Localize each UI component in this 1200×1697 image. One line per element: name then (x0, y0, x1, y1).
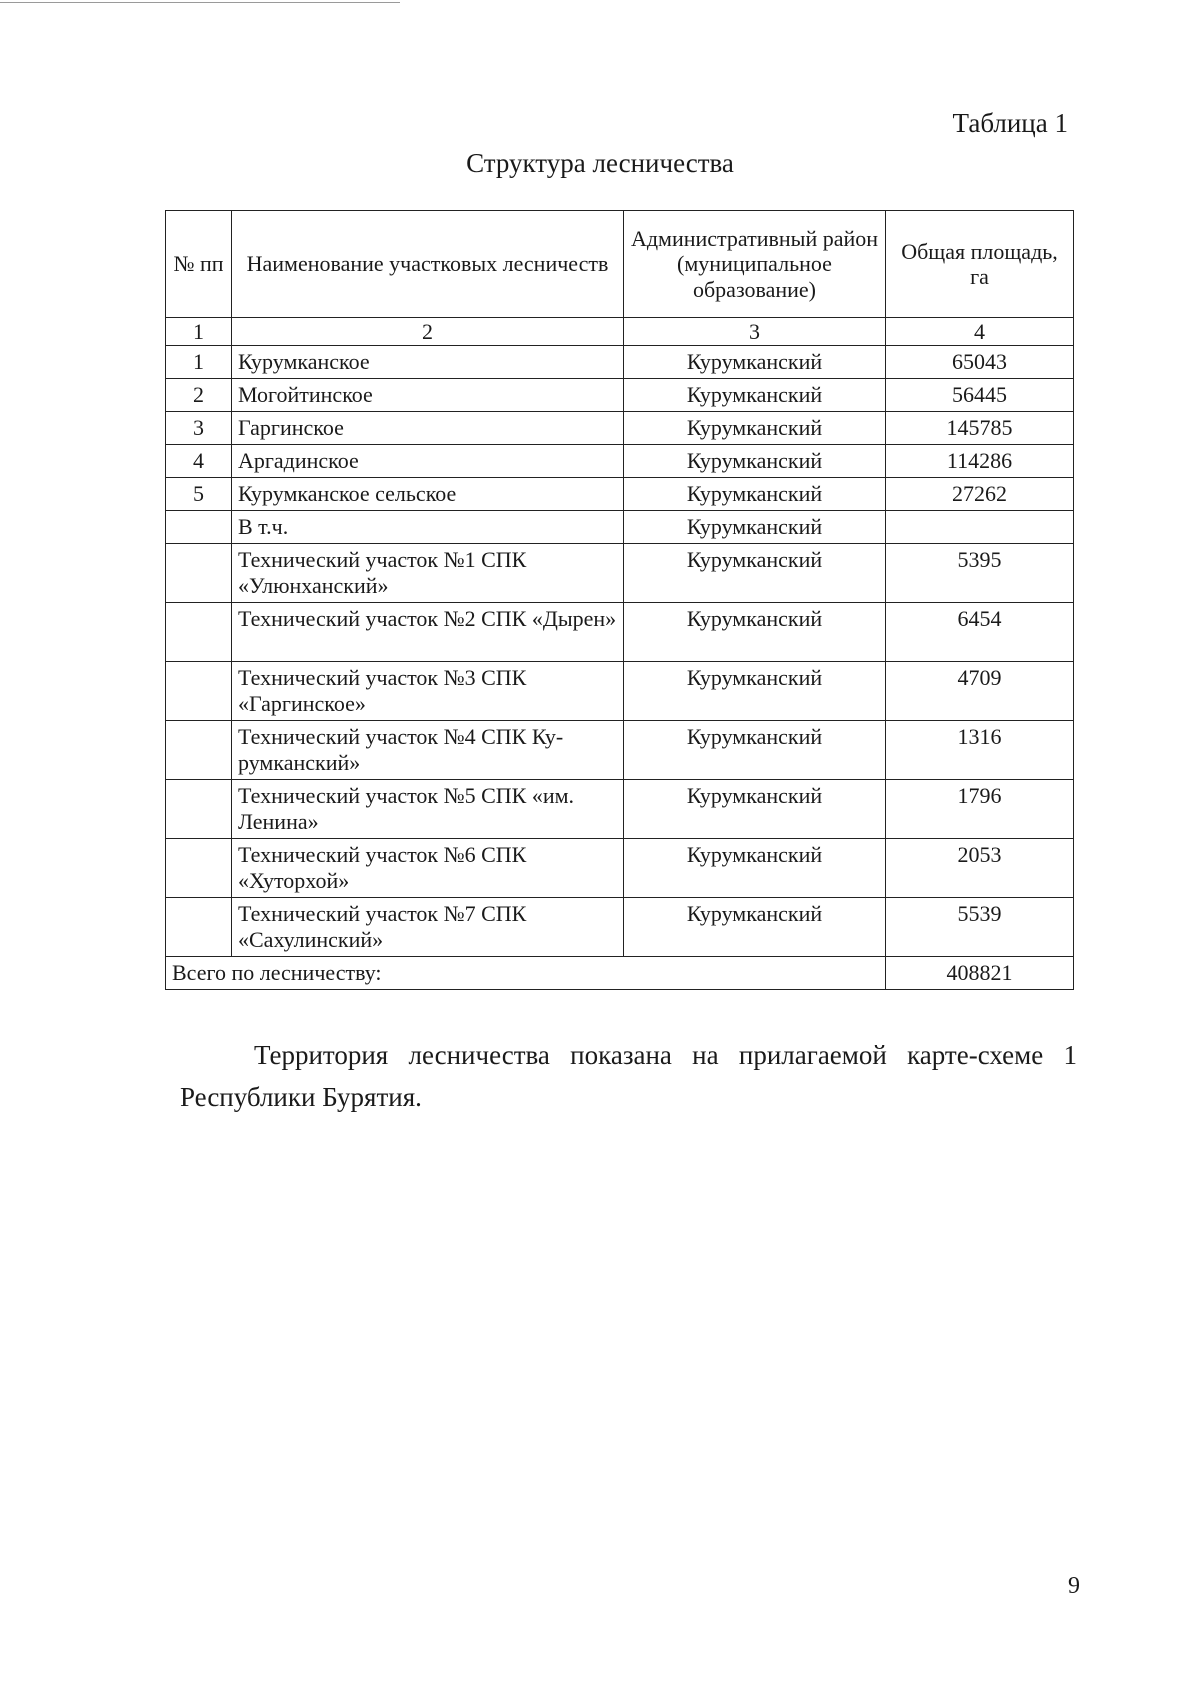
table-row (166, 721, 1074, 780)
row-area: 1796 (886, 780, 1074, 839)
header-area: Общая площадь, га (886, 211, 1074, 318)
table-row (166, 445, 1074, 478)
row-name: Технический участок №3 СПК «Гаргинское» (232, 662, 624, 721)
row-district: Курумканский (624, 445, 886, 478)
row-name: Технический участок №7 СПК «Сахулинский» (232, 898, 624, 957)
row-number (166, 839, 232, 898)
row-area: 114286 (886, 445, 1074, 478)
footer-line-1: Территория лесничества показана на прилагаемой карте-схеме 1 (254, 1040, 1077, 1070)
row-name: Технический участок №5 СПК «им. Ленина» (232, 780, 624, 839)
row-name: Технический участок №6 СПК «Хуторхой» (232, 839, 624, 898)
table-row (166, 412, 1074, 445)
column-number-2: 2 (232, 318, 624, 346)
row-district: Курумканский (624, 603, 886, 662)
row-number (166, 544, 232, 603)
row-area: 5395 (886, 544, 1074, 603)
footer-paragraph (180, 1035, 1077, 1119)
table-row (166, 839, 1074, 898)
header-number: № пп (166, 211, 232, 318)
row-district: Курумканский (624, 412, 886, 445)
row-area: 5539 (886, 898, 1074, 957)
row-number (166, 603, 232, 662)
row-name: Технический участок №2 СПК «Дырен» (232, 603, 624, 662)
table-header-row (166, 211, 1074, 318)
forestry-structure-table (165, 210, 1074, 990)
table-label: Таблица 1 (952, 108, 1068, 138)
row-name: Аргадинское (232, 445, 624, 478)
forestry-structure-table-wrap (165, 210, 1073, 990)
row-district: Курумканский (624, 662, 886, 721)
row-number (166, 721, 232, 780)
row-area: 1316 (886, 721, 1074, 780)
row-number (166, 662, 232, 721)
row-district: Курумканский (624, 346, 886, 379)
row-district: Курумканский (624, 478, 886, 511)
row-number: 2 (166, 379, 232, 412)
table-row (166, 544, 1074, 603)
row-number: 1 (166, 346, 232, 379)
row-area: 4709 (886, 662, 1074, 721)
scan-edge-line (0, 2, 400, 3)
table-row (166, 662, 1074, 721)
row-area: 65043 (886, 346, 1074, 379)
row-district: Курумканский (624, 721, 886, 780)
row-number (166, 898, 232, 957)
table-row (166, 346, 1074, 379)
column-number-row (166, 318, 1074, 346)
table-row (166, 898, 1074, 957)
total-value: 408821 (886, 957, 1074, 990)
row-district: Курумканский (624, 379, 886, 412)
row-district: Курумканский (624, 898, 886, 957)
table-row (166, 511, 1074, 544)
row-area: 56445 (886, 379, 1074, 412)
total-label: Всего по лесничеству: (166, 957, 886, 990)
table-row (166, 780, 1074, 839)
row-name: Курумканское (232, 346, 624, 379)
page-number: 9 (1068, 1573, 1080, 1599)
header-district: Административный район (муниципальное образование) (624, 211, 886, 318)
column-number-1: 1 (166, 318, 232, 346)
row-name: Курумканское сельское (232, 478, 624, 511)
row-name: Технический участок №1 СПК «Улюнханский» (232, 544, 624, 603)
header-name: Наименование участковых лесничеств (232, 211, 624, 318)
row-area: 27262 (886, 478, 1074, 511)
row-number (166, 780, 232, 839)
row-area: 6454 (886, 603, 1074, 662)
row-area: 2053 (886, 839, 1074, 898)
row-name: Могойтинское (232, 379, 624, 412)
row-name: Технический участок №4 СПК Ку-румканский» (232, 721, 624, 780)
table-total-row (166, 957, 1074, 990)
row-area: 145785 (886, 412, 1074, 445)
table-row (166, 478, 1074, 511)
column-number-3: 3 (624, 318, 886, 346)
row-number: 4 (166, 445, 232, 478)
table-row (166, 603, 1074, 662)
row-number: 3 (166, 412, 232, 445)
column-number-4: 4 (886, 318, 1074, 346)
row-district: Курумканский (624, 544, 886, 603)
row-district: Курумканский (624, 780, 886, 839)
table-title: Структура лесничества (466, 148, 734, 178)
row-number (166, 511, 232, 544)
row-name: Гаргинское (232, 412, 624, 445)
row-number: 5 (166, 478, 232, 511)
row-name: В т.ч. (232, 511, 624, 544)
footer-line-2: Республики Бурятия. (180, 1081, 422, 1112)
row-district: Курумканский (624, 511, 886, 544)
row-area (886, 511, 1074, 544)
row-district: Курумканский (624, 839, 886, 898)
table-row (166, 379, 1074, 412)
